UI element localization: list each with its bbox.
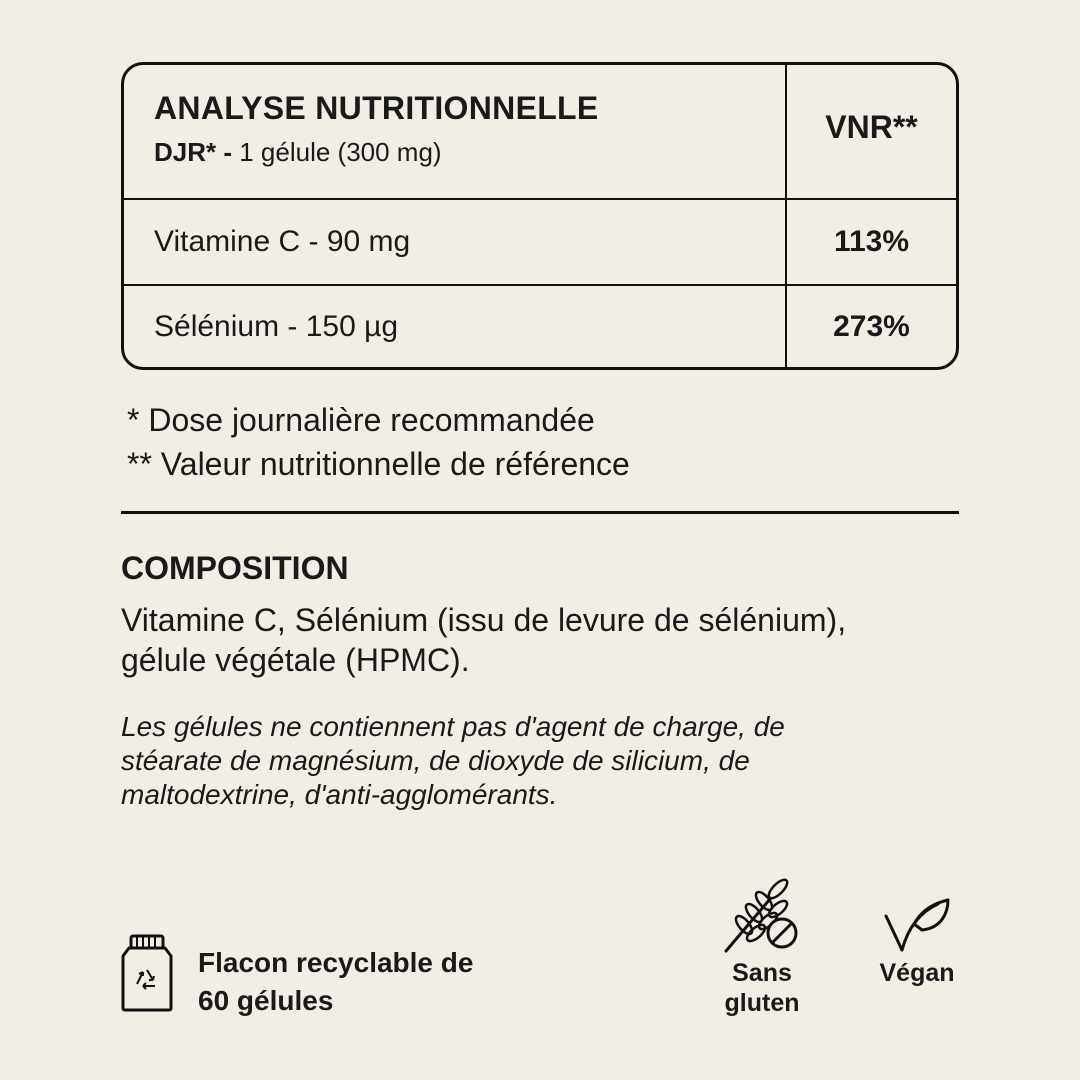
djr-value: 1 gélule (300 mg)	[239, 136, 442, 167]
nutrient-vnr-value: 273%	[833, 309, 910, 343]
vegan-leaf-icon	[884, 898, 952, 954]
header-left-cell	[124, 65, 787, 198]
composition-note-line: maltodextrine, d'anti-agglomérants.	[121, 779, 558, 810]
gluten-free-label-line: Sans	[732, 959, 792, 987]
composition-note	[121, 710, 941, 812]
nutrient-label: Vitamine C - 90 mg	[154, 225, 411, 258]
composition-line: gélule végétale (HPMC).	[121, 642, 470, 678]
nutrition-table-header	[124, 65, 956, 200]
gluten-free-label-line: gluten	[724, 989, 800, 1017]
section-divider	[121, 511, 959, 514]
composition-note-line: stéarate de magnésium, de dioxyde de silicium, de	[121, 745, 750, 776]
bottle-label	[198, 944, 538, 1020]
nutrition-table-title: ANALYSE NUTRITIONNELLE	[154, 89, 599, 126]
footnote-djr: * Dose journalière recommandée	[127, 402, 595, 438]
gluten-free-label	[700, 958, 824, 1018]
composition-text	[121, 600, 961, 680]
gluten-free-icon	[722, 875, 802, 955]
vegan-label: Végan	[879, 959, 955, 987]
footnotes	[127, 398, 630, 486]
nutrient-label: Sélénium - 150 µg	[154, 309, 399, 343]
composition-line: Vitamine C, Sélénium (issu de levure de sélénium),	[121, 602, 847, 638]
bottle-label-line: Flacon recyclable de	[198, 947, 474, 978]
recyclable-bottle-icon	[121, 934, 173, 1012]
djr-label: DJR* -	[154, 136, 233, 167]
nutrition-row	[124, 286, 956, 367]
nutrition-table	[121, 62, 959, 370]
vnr-cell	[787, 200, 956, 284]
header-right-cell	[787, 65, 956, 198]
composition-note-line: Les gélules ne contiennent pas d'agent de charge, de	[121, 711, 785, 742]
nutrient-cell	[124, 200, 787, 284]
bottle-label-line: 60 gélules	[198, 985, 334, 1016]
nutrient-vnr-value: 113%	[833, 225, 910, 258]
nutrient-cell	[124, 286, 787, 367]
djr-line	[154, 137, 785, 168]
vnr-header: VNR**	[825, 109, 918, 145]
nutrition-row	[124, 200, 956, 286]
composition-title: COMPOSITION	[121, 550, 349, 586]
footnote-vnr: ** Valeur nutritionnelle de référence	[127, 446, 630, 482]
vnr-cell	[787, 286, 956, 367]
